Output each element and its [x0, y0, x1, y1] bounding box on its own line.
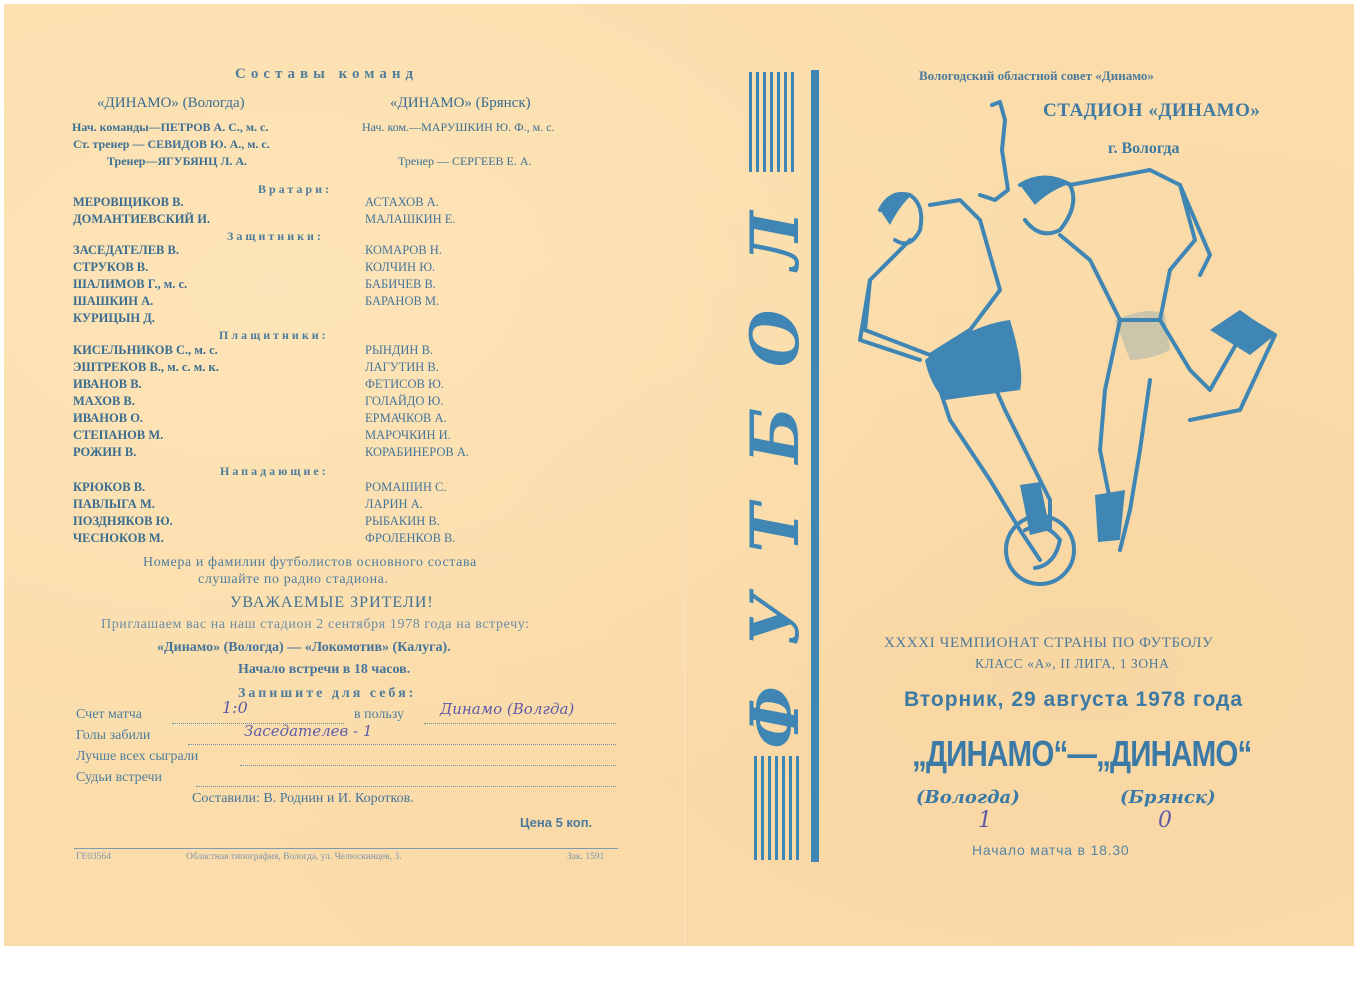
- kickoff-time: Начало матча в 18.30: [972, 842, 1130, 858]
- away-player: ЕРМАЧКОВ А.: [365, 411, 447, 425]
- away-player: РЫНДИН В.: [365, 343, 434, 357]
- away-player: ЛАРИН А.: [365, 497, 423, 511]
- league-info: КЛАСС «А», II ЛИГА, 1 ЗОНА: [975, 656, 1170, 671]
- home-player: ИВАНОВ В.: [73, 377, 142, 391]
- home-player: ПАВЛЫГА М.: [73, 497, 155, 511]
- goals-line: [188, 743, 616, 745]
- home-staff-2: Ст. тренер — СЕВИДОВ Ю. А., м. с.: [73, 137, 270, 151]
- away-score-handwritten[interactable]: 0: [1158, 808, 1172, 833]
- away-player: КОЛЧИН Ю.: [365, 260, 436, 274]
- away-player: ФРОЛЕНКОВ В.: [365, 531, 456, 545]
- away-player: РЫБАКИН В.: [365, 514, 440, 528]
- footer-divider: [74, 848, 618, 849]
- home-player: ИВАНОВ О.: [73, 411, 144, 425]
- away-staff-2: Тренер — СЕРГЕЕВ Е. А.: [398, 154, 532, 168]
- away-player: КОМАРОВ Н.: [365, 243, 442, 257]
- home-player: КРЮКОВ В.: [73, 480, 146, 494]
- best-players-label: Лучше всех сыграли: [76, 749, 199, 764]
- announcement-line-2: «Динамо» (Вологда) — «Локомотив» (Калуга).: [157, 640, 451, 655]
- home-player: ШАШКИН А.: [73, 294, 154, 308]
- away-staff-1: Нач. ком.—МАРУШКИН Ю. Ф., м. с.: [362, 120, 555, 134]
- away-player: МАРОЧКИН И.: [365, 428, 451, 442]
- favor-label: в пользу: [354, 707, 405, 722]
- away-team-title: „ДИНАМО“: [1096, 733, 1252, 774]
- football-title: ФУТБОЛ: [736, 171, 814, 749]
- away-player: АСТАХОВ А.: [365, 195, 439, 209]
- home-team-city: (Вологда): [916, 787, 1020, 808]
- home-player: ЗАСЕДАТЕЛЕВ В.: [73, 243, 179, 257]
- match-teams: [912, 733, 1252, 775]
- footer-code: ГЕ03564: [76, 852, 112, 862]
- favor-value[interactable]: Динамо (Волгда): [440, 700, 575, 718]
- home-player: ЧЕСНОКОВ М.: [73, 531, 164, 545]
- notes-form-heading: Запишите для себя:: [238, 686, 417, 701]
- footer-printer: Областная типография, Вологда, ул. Челюскинцев, 3.: [186, 852, 402, 862]
- team-dash: —: [1067, 733, 1097, 774]
- radio-note-line-2: слушайте по радио стадиона.: [198, 572, 389, 587]
- away-player: ГОЛАЙДО Ю.: [365, 394, 444, 408]
- footer-order: Зак. 1591: [567, 852, 605, 862]
- goals-value[interactable]: Заседателев - 1: [244, 722, 373, 740]
- home-player: ПОЗДНЯКОВ Ю.: [73, 514, 173, 528]
- away-player: БАРАНОВ М.: [365, 294, 440, 308]
- stadium-name: СТАДИОН «ДИНАМО»: [1043, 100, 1261, 121]
- home-player: СТРУКОВ В.: [73, 260, 149, 274]
- home-player: КУРИЦЫН Д.: [73, 311, 155, 325]
- position-defenders: Защитники:: [227, 229, 324, 243]
- best-players-line[interactable]: [240, 764, 616, 766]
- home-team-title: „ДИНАМО“: [912, 733, 1068, 774]
- home-player: СТЕПАНОВ М.: [73, 428, 164, 442]
- home-score-handwritten[interactable]: 1: [978, 808, 992, 833]
- position-goalkeepers: Вратари:: [258, 182, 332, 196]
- favor-line: [424, 722, 616, 724]
- lineups-title: Составы команд: [235, 66, 419, 82]
- home-staff-3: Тренер—ЯГУБЯНЦ Л. А.: [107, 154, 248, 168]
- home-player: МЕРОВЩИКОВ В.: [73, 195, 184, 209]
- away-player: РОМАШИН С.: [365, 480, 447, 494]
- home-player: ЭШТРЕКОВ В., м. с. м. к.: [73, 360, 219, 374]
- home-staff-1: Нач. команды—ПЕТРОВ А. С., м. с.: [72, 120, 269, 134]
- away-player: МАЛАШКИН Е.: [365, 212, 456, 226]
- away-player: ФЕТИСОВ Ю.: [365, 377, 444, 391]
- home-player: КИСЕЛЬНИКОВ С., м. с.: [73, 343, 218, 357]
- home-player: МАХОВ В.: [73, 394, 135, 408]
- away-player: БАБИЧЕВ В.: [365, 277, 436, 291]
- compiled-by: Составили: В. Роднин и И. Коротков.: [192, 791, 414, 806]
- away-player: ЛАГУТИН В.: [365, 360, 439, 374]
- score-value[interactable]: 1:0: [222, 698, 248, 717]
- match-date: Вторник, 29 августа 1978 года: [904, 688, 1244, 711]
- goals-label: Голы забили: [76, 728, 151, 743]
- position-forwards: Нападающие:: [220, 464, 329, 478]
- position-midfielders: Плащитники:: [219, 328, 329, 342]
- announcement-line-1: Приглашаем вас на наш стадион 2 сентября 1978 года на встречу:: [101, 617, 530, 632]
- championship-title: XXXXI ЧЕМПИОНАТ СТРАНЫ ПО ФУТБОЛУ: [884, 635, 1214, 651]
- radio-note-line-1: Номера и фамилии футболистов основного состава: [143, 555, 477, 570]
- referees-label: Судьи встречи: [76, 770, 163, 785]
- home-player: ДОМАНТИЕВСКИЙ И.: [73, 212, 211, 226]
- announcement-line-3: Начало встречи в 18 часов.: [238, 662, 411, 677]
- score-label: Счет матча: [76, 707, 143, 722]
- center-fold: [684, 4, 686, 946]
- away-team-city: (Брянск): [1120, 787, 1216, 808]
- price: Цена 5 коп.: [520, 815, 593, 830]
- council-name: Вологодский областной совет «Динамо»: [919, 68, 1154, 83]
- home-team-name: «ДИНАМО» (Вологда): [97, 95, 245, 111]
- two-footballers-illustration: [850, 90, 1290, 600]
- announcement-heading: УВАЖАЕМЫЕ ЗРИТЕЛИ!: [230, 594, 434, 611]
- city-name: г. Вологда: [1108, 140, 1180, 157]
- away-team-name: «ДИНАМО» (Брянск): [390, 95, 531, 111]
- home-player: РОЖИН В.: [73, 445, 137, 459]
- referees-line[interactable]: [196, 785, 616, 787]
- home-player: ШАЛИМОВ Г., м. с.: [73, 277, 188, 291]
- away-player: КОРАБИНЕРОВ А.: [365, 445, 470, 459]
